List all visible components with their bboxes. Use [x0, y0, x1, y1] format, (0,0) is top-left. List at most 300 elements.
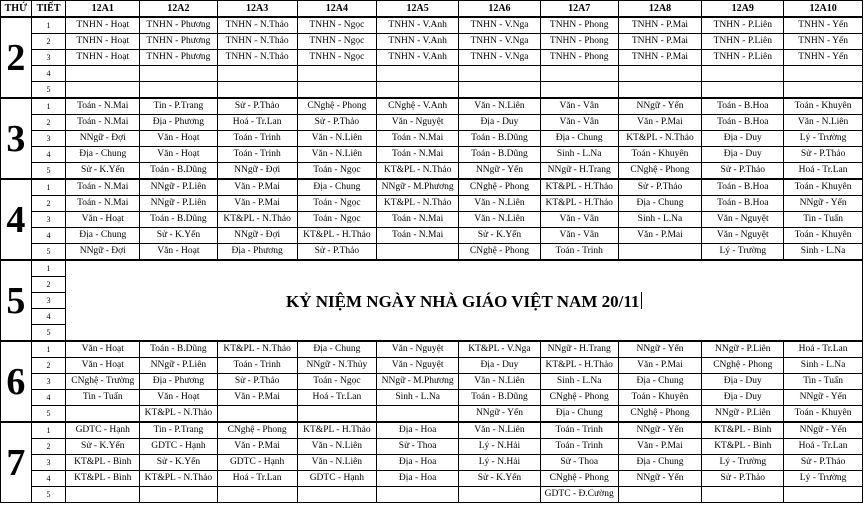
- lesson-cell[interactable]: Sinh - L.Na: [540, 374, 618, 390]
- lesson-cell[interactable]: Hoá - Tr.Lan: [297, 390, 377, 406]
- lesson-cell[interactable]: KT&PL - H.Thảo: [297, 228, 377, 244]
- lesson-cell[interactable]: TNHN - P.Liên: [702, 17, 784, 34]
- lesson-cell[interactable]: Địa - Chung: [297, 341, 377, 358]
- lesson-cell[interactable]: Toán - Khuyên: [784, 228, 863, 244]
- lesson-cell[interactable]: TNHN - Yến: [784, 50, 863, 66]
- lesson-cell[interactable]: KT&PL - N.Thảo: [217, 212, 297, 228]
- period-row: [1, 196, 863, 212]
- lesson-cell[interactable]: Sử - Thoa: [377, 439, 459, 455]
- lesson-cell[interactable]: KT&PL - N.Thảo: [377, 196, 459, 212]
- lesson-cell[interactable]: Sinh - L.Na: [618, 212, 702, 228]
- lesson-cell[interactable]: Văn - Nguyệt: [702, 228, 784, 244]
- lesson-cell[interactable]: Lý - N.Hải: [459, 455, 541, 471]
- lesson-cell[interactable]: TNHN - Hoạt: [66, 50, 140, 66]
- lesson-cell[interactable]: CNghệ - Trường: [66, 374, 140, 390]
- lesson-cell[interactable]: CNghệ - V.Anh: [377, 98, 459, 115]
- lesson-cell[interactable]: Địa - Chung: [540, 131, 618, 147]
- lesson-cell[interactable]: Sử - K.Yến: [140, 455, 218, 471]
- period-row: [1, 260, 863, 277]
- header-row: [1, 1, 863, 18]
- lesson-cell[interactable]: KT&PL - Bình: [702, 422, 784, 439]
- lesson-cell[interactable]: KT&PL - Bình: [702, 439, 784, 455]
- lesson-cell[interactable]: NNgữ - P.Liên: [140, 196, 218, 212]
- lesson-cell[interactable]: Lý - Trường: [784, 471, 863, 487]
- timetable-body: [1, 17, 863, 503]
- period-cell: 1: [31, 422, 66, 439]
- lesson-cell[interactable]: Văn - P.Mai: [217, 196, 297, 212]
- lesson-cell[interactable]: [459, 66, 541, 82]
- lesson-cell[interactable]: Sử - Thoa: [540, 455, 618, 471]
- lesson-cell[interactable]: CNghệ - Phong: [618, 163, 702, 180]
- lesson-cell[interactable]: Sử - P.Thảo: [217, 374, 297, 390]
- period-cell: 5: [31, 325, 66, 342]
- lesson-cell[interactable]: Văn - Hoạt: [66, 212, 140, 228]
- period-cell: 1: [31, 17, 66, 34]
- lesson-cell[interactable]: NNgữ - Yến: [784, 196, 863, 212]
- lesson-cell[interactable]: [66, 406, 140, 423]
- lesson-cell[interactable]: [217, 66, 297, 82]
- lesson-cell[interactable]: KT&PL - Bình: [66, 455, 140, 471]
- lesson-cell[interactable]: Văn - Vân: [540, 98, 618, 115]
- lesson-cell[interactable]: TNHN - V.Nga: [459, 34, 541, 50]
- lesson-cell[interactable]: Địa - Chung: [66, 228, 140, 244]
- period-row: [1, 179, 863, 196]
- lesson-cell[interactable]: TNHN - P.Mai: [618, 50, 702, 66]
- period-row: [1, 131, 863, 147]
- lesson-cell[interactable]: NNgữ - P.Liên: [140, 179, 218, 196]
- lesson-cell[interactable]: Địa - Duy: [459, 358, 541, 374]
- lesson-cell[interactable]: [377, 487, 459, 503]
- lesson-cell[interactable]: KT&PL - N.Thảo: [140, 406, 218, 423]
- lesson-cell[interactable]: NNgữ - Yến: [618, 98, 702, 115]
- lesson-cell[interactable]: Toán - B.Dũng: [459, 147, 541, 163]
- lesson-cell[interactable]: Địa - Duy: [459, 115, 541, 131]
- lesson-cell[interactable]: KT&PL - H.Thảo: [540, 196, 618, 212]
- lesson-cell[interactable]: NNgữ - P.Liên: [140, 358, 218, 374]
- period-row: [1, 115, 863, 131]
- period-cell: 3: [31, 374, 66, 390]
- lesson-cell[interactable]: Văn - Nguyệt: [702, 212, 784, 228]
- lesson-cell[interactable]: Tin - Tuấn: [784, 212, 863, 228]
- holiday-banner[interactable]: [66, 260, 863, 341]
- lesson-cell[interactable]: Toán - Khuyên: [784, 98, 863, 115]
- lesson-cell[interactable]: Lý - Trường: [784, 131, 863, 147]
- lesson-cell[interactable]: NNgữ - Yến: [784, 422, 863, 439]
- lesson-cell[interactable]: NNgữ - N.Thủy: [297, 358, 377, 374]
- lesson-cell[interactable]: TNHN - P.Liên: [702, 34, 784, 50]
- lesson-cell[interactable]: Văn - P.Mai: [618, 115, 702, 131]
- lesson-cell[interactable]: Địa - Chung: [66, 147, 140, 163]
- lesson-cell[interactable]: Sử - K.Yến: [459, 228, 541, 244]
- lesson-cell[interactable]: GDTC - Hạnh: [140, 439, 218, 455]
- lesson-cell[interactable]: NNgữ - Yến: [618, 422, 702, 439]
- lesson-cell[interactable]: [217, 82, 297, 99]
- period-row: [1, 439, 863, 455]
- lesson-cell[interactable]: Văn - N.Liên: [297, 131, 377, 147]
- lesson-cell[interactable]: Toán - Ngọc: [297, 163, 377, 180]
- lesson-cell[interactable]: [140, 82, 218, 99]
- lesson-cell[interactable]: Sử - P.Thảo: [297, 244, 377, 261]
- lesson-cell[interactable]: Địa - Chung: [618, 455, 702, 471]
- lesson-cell[interactable]: Sử - P.Thảo: [217, 98, 297, 115]
- lesson-cell[interactable]: Tin - Tuấn: [66, 390, 140, 406]
- lesson-cell[interactable]: Văn - N.Liên: [297, 147, 377, 163]
- lesson-cell[interactable]: Địa - Chung: [297, 179, 377, 196]
- lesson-cell[interactable]: Sinh - L.Na: [784, 358, 863, 374]
- lesson-cell[interactable]: Địa - Phương: [140, 374, 218, 390]
- lesson-cell[interactable]: KT&PL - N.Thảo: [140, 471, 218, 487]
- lesson-cell[interactable]: Văn - P.Mai: [618, 358, 702, 374]
- lesson-cell[interactable]: TNHN - Phương: [140, 17, 218, 34]
- lesson-cell[interactable]: Toán - N.Mai: [66, 115, 140, 131]
- lesson-cell[interactable]: Địa - Duy: [702, 374, 784, 390]
- lesson-cell[interactable]: Hoá - Tr.Lan: [784, 341, 863, 358]
- lesson-cell[interactable]: Văn - P.Mai: [618, 228, 702, 244]
- period-cell: 2: [31, 34, 66, 50]
- lesson-cell[interactable]: Văn - P.Mai: [217, 179, 297, 196]
- lesson-cell[interactable]: Hoá - Tr.Lan: [784, 439, 863, 455]
- lesson-cell[interactable]: Toán - Ngọc: [297, 374, 377, 390]
- lesson-cell[interactable]: Toán - B.Hoa: [702, 115, 784, 131]
- lesson-cell[interactable]: NNgữ - Yến: [618, 471, 702, 487]
- lesson-cell[interactable]: [459, 82, 541, 99]
- period-cell: 1: [31, 341, 66, 358]
- period-cell: 1: [31, 98, 66, 115]
- lesson-cell[interactable]: Văn - Hoạt: [140, 147, 218, 163]
- lesson-cell[interactable]: [540, 66, 618, 82]
- lesson-cell[interactable]: Sử - K.Yến: [140, 228, 218, 244]
- lesson-cell[interactable]: CNghệ - Phong: [217, 422, 297, 439]
- lesson-cell[interactable]: Sử - P.Thảo: [618, 179, 702, 196]
- lesson-cell[interactable]: CNghệ - Phong: [702, 358, 784, 374]
- lesson-cell[interactable]: TNHN - Phương: [140, 50, 218, 66]
- lesson-cell[interactable]: TNHN - Yến: [784, 17, 863, 34]
- lesson-cell[interactable]: TNHN - Yến: [784, 34, 863, 50]
- lesson-cell[interactable]: Toán - B.Dũng: [459, 131, 541, 147]
- lesson-cell[interactable]: [66, 82, 140, 99]
- period-cell: 4: [31, 309, 66, 325]
- lesson-cell[interactable]: NNgữ - Đợi: [217, 228, 297, 244]
- lesson-cell[interactable]: TNHN - Hoạt: [66, 34, 140, 50]
- lesson-cell[interactable]: [702, 487, 784, 503]
- lesson-cell[interactable]: Lý - N.Hải: [459, 439, 541, 455]
- period-cell: 2: [31, 115, 66, 131]
- lesson-cell[interactable]: Toán - N.Mai: [377, 131, 459, 147]
- lesson-cell[interactable]: Địa - Hoa: [377, 422, 459, 439]
- lesson-cell[interactable]: Văn - N.Liên: [459, 212, 541, 228]
- lesson-cell[interactable]: TNHN - P.Liên: [702, 50, 784, 66]
- period-row: [1, 50, 863, 66]
- lesson-cell[interactable]: [217, 406, 297, 423]
- lesson-cell[interactable]: CNghệ - Phong: [297, 98, 377, 115]
- lesson-cell[interactable]: [217, 487, 297, 503]
- lesson-cell[interactable]: Toán - Trinh: [540, 439, 618, 455]
- lesson-cell[interactable]: Sử - P.Thảo: [784, 455, 863, 471]
- lesson-cell[interactable]: NNgữ - H.Trang: [540, 163, 618, 180]
- period-cell: 3: [31, 50, 66, 66]
- lesson-cell[interactable]: Toán - B.Hoa: [702, 98, 784, 115]
- lesson-cell[interactable]: NNgữ - Đợi: [66, 244, 140, 261]
- period-cell: 5: [31, 406, 66, 423]
- day-cell: 6: [1, 341, 32, 422]
- lesson-cell[interactable]: GDTC - Đ.Cường: [540, 487, 618, 503]
- class-header: 12A9: [702, 1, 784, 18]
- lesson-cell[interactable]: Toán - Ngọc: [297, 196, 377, 212]
- lesson-cell[interactable]: Toán - B.Dũng: [140, 212, 218, 228]
- lesson-cell[interactable]: Địa - Duy: [702, 390, 784, 406]
- class-header: 12A1: [66, 1, 140, 18]
- lesson-cell[interactable]: Văn - P.Mai: [217, 439, 297, 455]
- lesson-cell[interactable]: TNHN - Phong: [540, 50, 618, 66]
- lesson-cell[interactable]: NNgữ - Yến: [459, 163, 541, 180]
- lesson-cell[interactable]: TNHN - N.Thảo: [217, 34, 297, 50]
- lesson-cell[interactable]: Sinh - L.Na: [784, 244, 863, 261]
- lesson-cell[interactable]: NNgữ - P.Liên: [702, 406, 784, 423]
- lesson-cell[interactable]: Tin - P.Trang: [140, 98, 218, 115]
- lesson-cell[interactable]: NNgữ - P.Liên: [702, 341, 784, 358]
- period-row: [1, 374, 863, 390]
- lesson-cell[interactable]: Địa - Hoa: [377, 455, 459, 471]
- lesson-cell[interactable]: Toán - Khuyên: [618, 147, 702, 163]
- lesson-cell[interactable]: Sử - P.Thảo: [702, 471, 784, 487]
- lesson-cell[interactable]: [702, 82, 784, 99]
- lesson-cell[interactable]: Toán - N.Mai: [66, 179, 140, 196]
- lesson-cell[interactable]: Sinh - L.Na: [377, 390, 459, 406]
- class-header: 12A4: [297, 1, 377, 18]
- lesson-cell[interactable]: Văn - Nguyệt: [377, 341, 459, 358]
- lesson-cell[interactable]: GDTC - Hạnh: [217, 455, 297, 471]
- lesson-cell[interactable]: Hoá - Tr.Lan: [217, 115, 297, 131]
- lesson-cell[interactable]: Văn - N.Liên: [459, 422, 541, 439]
- period-cell: 3: [31, 455, 66, 471]
- period-cell: 5: [31, 82, 66, 99]
- period-cell: 3: [31, 212, 66, 228]
- lesson-cell[interactable]: TNHN - Phong: [540, 34, 618, 50]
- lesson-cell[interactable]: Văn - N.Liên: [459, 98, 541, 115]
- lesson-cell[interactable]: TNHN - Hoạt: [66, 17, 140, 34]
- lesson-cell[interactable]: Lý - Trường: [702, 244, 784, 261]
- period-cell: 4: [31, 228, 66, 244]
- lesson-cell[interactable]: NNgữ - Đợi: [66, 131, 140, 147]
- period-cell: 5: [31, 163, 66, 180]
- lesson-cell[interactable]: [618, 66, 702, 82]
- lesson-cell[interactable]: TNHN - V.Anh: [377, 50, 459, 66]
- lesson-cell[interactable]: Sử - P.Thảo: [784, 147, 863, 163]
- lesson-cell[interactable]: CNghệ - Phong: [540, 390, 618, 406]
- lesson-cell[interactable]: [540, 82, 618, 99]
- lesson-cell[interactable]: [140, 66, 218, 82]
- lesson-cell[interactable]: Toán - Trinh: [217, 147, 297, 163]
- period-cell: 4: [31, 66, 66, 82]
- lesson-cell[interactable]: [66, 487, 140, 503]
- lesson-cell[interactable]: Lý - Trường: [702, 455, 784, 471]
- lesson-cell[interactable]: Địa - Chung: [618, 196, 702, 212]
- lesson-cell[interactable]: Toán - Trinh: [217, 358, 297, 374]
- lesson-cell[interactable]: TNHN - Ngọc: [297, 17, 377, 34]
- period-row: [1, 82, 863, 99]
- lesson-cell[interactable]: [784, 82, 863, 99]
- lesson-cell[interactable]: Toán - B.Dũng: [140, 163, 218, 180]
- lesson-cell[interactable]: [297, 66, 377, 82]
- lesson-cell[interactable]: TNHN - Phong: [540, 17, 618, 34]
- day-cell: 3: [1, 98, 32, 179]
- period-cell: 5: [31, 487, 66, 503]
- lesson-cell[interactable]: Toán - B.Dũng: [140, 341, 218, 358]
- lesson-cell[interactable]: Văn - P.Mai: [618, 439, 702, 455]
- lesson-cell[interactable]: Hoá - Tr.Lan: [784, 163, 863, 180]
- lesson-cell[interactable]: Địa - Chung: [618, 374, 702, 390]
- lesson-cell[interactable]: GDTC - Hạnh: [297, 471, 377, 487]
- lesson-cell[interactable]: Toán - B.Hoa: [702, 196, 784, 212]
- lesson-cell[interactable]: [140, 487, 218, 503]
- lesson-cell[interactable]: Toán - N.Mai: [66, 98, 140, 115]
- lesson-cell[interactable]: Toán - Trinh: [540, 422, 618, 439]
- lesson-cell[interactable]: CNghệ - Phong: [459, 244, 541, 261]
- lesson-cell[interactable]: Văn - N.Liên: [459, 196, 541, 212]
- lesson-cell[interactable]: KT&PL - N.Thảo: [217, 341, 297, 358]
- day-header: THỨ: [1, 1, 32, 18]
- lesson-cell[interactable]: CNghệ - Phong: [618, 406, 702, 423]
- period-row: [1, 228, 863, 244]
- lesson-cell[interactable]: Hoá - Tr.Lan: [217, 471, 297, 487]
- lesson-cell[interactable]: Sử - K.Yến: [66, 163, 140, 180]
- period-cell: 2: [31, 439, 66, 455]
- lesson-cell[interactable]: KT&PL - H.Thảo: [297, 422, 377, 439]
- lesson-cell[interactable]: KT&PL - H.Thảo: [540, 179, 618, 196]
- lesson-cell[interactable]: TNHN - Ngọc: [297, 50, 377, 66]
- lesson-cell[interactable]: Văn - Vân: [540, 115, 618, 131]
- lesson-cell[interactable]: [459, 487, 541, 503]
- lesson-cell[interactable]: TNHN - V.Anh: [377, 34, 459, 50]
- period-cell: 2: [31, 358, 66, 374]
- lesson-cell[interactable]: Địa - Chung: [540, 406, 618, 423]
- lesson-cell[interactable]: [618, 487, 702, 503]
- lesson-cell[interactable]: KT&PL - H.Thảo: [540, 358, 618, 374]
- lesson-cell[interactable]: Địa - Phương: [140, 115, 218, 131]
- lesson-cell[interactable]: Toán - N.Mai: [66, 196, 140, 212]
- lesson-cell[interactable]: KT&PL - Bình: [66, 471, 140, 487]
- lesson-cell[interactable]: [618, 82, 702, 99]
- lesson-cell[interactable]: CNghệ - Phong: [459, 179, 541, 196]
- lesson-cell[interactable]: TNHN - P.Mai: [618, 17, 702, 34]
- lesson-cell[interactable]: Văn - N.Liên: [297, 455, 377, 471]
- lesson-cell[interactable]: [377, 406, 459, 423]
- lesson-cell[interactable]: Văn - Hoạt: [66, 341, 140, 358]
- lesson-cell[interactable]: KT&PL - N.Thảo: [618, 131, 702, 147]
- lesson-cell[interactable]: Văn - N.Liên: [459, 374, 541, 390]
- lesson-cell[interactable]: NNgữ - H.Trang: [540, 341, 618, 358]
- lesson-cell[interactable]: Tin - P.Trang: [140, 422, 218, 439]
- lesson-cell[interactable]: NNgữ - Yến: [459, 406, 541, 423]
- lesson-cell[interactable]: [702, 66, 784, 82]
- lesson-cell[interactable]: KT&PL - N.Thảo: [377, 163, 459, 180]
- lesson-cell[interactable]: Văn - Hoạt: [140, 390, 218, 406]
- lesson-cell[interactable]: Văn - N.Liên: [784, 115, 863, 131]
- lesson-cell[interactable]: Sử - K.Yến: [459, 471, 541, 487]
- lesson-cell[interactable]: KT&PL - V.Nga: [459, 341, 541, 358]
- lesson-cell[interactable]: [297, 82, 377, 99]
- period-cell: 4: [31, 390, 66, 406]
- period-row: [1, 17, 863, 34]
- lesson-cell[interactable]: Toán - Ngọc: [297, 212, 377, 228]
- lesson-cell[interactable]: TNHN - N.Thảo: [217, 17, 297, 34]
- lesson-cell[interactable]: [377, 244, 459, 261]
- lesson-cell[interactable]: Toán - B.Dũng: [459, 390, 541, 406]
- lesson-cell[interactable]: Văn - N.Liên: [297, 439, 377, 455]
- lesson-cell[interactable]: NNgữ - M.Phương: [377, 179, 459, 196]
- period-row: [1, 471, 863, 487]
- lesson-cell[interactable]: Văn - P.Mai: [217, 390, 297, 406]
- lesson-cell[interactable]: TNHN - P.Mai: [618, 34, 702, 50]
- lesson-cell[interactable]: Văn - Nguyệt: [377, 358, 459, 374]
- lesson-cell[interactable]: TNHN - V.Nga: [459, 50, 541, 66]
- lesson-cell[interactable]: [66, 66, 140, 82]
- lesson-cell[interactable]: Văn - Hoạt: [66, 358, 140, 374]
- lesson-cell[interactable]: Địa - Hoa: [377, 471, 459, 487]
- lesson-cell[interactable]: Toán - B.Hoa: [702, 179, 784, 196]
- lesson-cell[interactable]: Văn - Nguyệt: [377, 115, 459, 131]
- lesson-cell[interactable]: TNHN - V.Nga: [459, 17, 541, 34]
- period-cell: 1: [31, 179, 66, 196]
- lesson-cell[interactable]: Địa - Duy: [702, 147, 784, 163]
- lesson-cell[interactable]: Sử - P.Thảo: [702, 163, 784, 180]
- period-row: [1, 422, 863, 439]
- lesson-cell[interactable]: [377, 66, 459, 82]
- lesson-cell[interactable]: [618, 244, 702, 261]
- lesson-cell[interactable]: Văn - Hoạt: [140, 131, 218, 147]
- lesson-cell[interactable]: TNHN - Ngọc: [297, 34, 377, 50]
- lesson-cell[interactable]: Toán - Khuyên: [618, 390, 702, 406]
- lesson-cell[interactable]: Toán - Khuyên: [784, 179, 863, 196]
- lesson-cell[interactable]: Toán - Trinh: [540, 244, 618, 261]
- lesson-cell[interactable]: [377, 82, 459, 99]
- lesson-cell[interactable]: Văn - Vân: [540, 212, 618, 228]
- lesson-cell[interactable]: [297, 406, 377, 423]
- lesson-cell[interactable]: [297, 487, 377, 503]
- lesson-cell[interactable]: Địa - Duy: [702, 131, 784, 147]
- lesson-cell[interactable]: [784, 487, 863, 503]
- lesson-cell[interactable]: TNHN - V.Anh: [377, 17, 459, 34]
- period-row: [1, 358, 863, 374]
- lesson-cell[interactable]: Toán - Khuyên: [784, 406, 863, 423]
- lesson-cell[interactable]: Toán - N.Mai: [377, 212, 459, 228]
- lesson-cell[interactable]: GDTC - Hạnh: [66, 422, 140, 439]
- lesson-cell[interactable]: Văn - Hoạt: [140, 244, 218, 261]
- lesson-cell[interactable]: NNgữ - M.Phương: [377, 374, 459, 390]
- lesson-cell[interactable]: Toán - N.Mai: [377, 228, 459, 244]
- lesson-cell[interactable]: Sử - K.Yến: [66, 439, 140, 455]
- lesson-cell[interactable]: Sử - P.Thảo: [297, 115, 377, 131]
- lesson-cell[interactable]: Tin - Tuấn: [784, 374, 863, 390]
- lesson-cell[interactable]: TNHN - N.Thảo: [217, 50, 297, 66]
- lesson-cell[interactable]: Toán - Trinh: [217, 131, 297, 147]
- lesson-cell[interactable]: NNgữ - Đợi: [217, 163, 297, 180]
- lesson-cell[interactable]: Văn - Vân: [540, 228, 618, 244]
- lesson-cell[interactable]: CNghệ - Phong: [540, 471, 618, 487]
- lesson-cell[interactable]: TNHN - Phương: [140, 34, 218, 50]
- lesson-cell[interactable]: [784, 66, 863, 82]
- banner-text: KỶ NIỆM NGÀY NHÀ GIÁO VIỆT NAM 20/11: [286, 292, 640, 311]
- lesson-cell[interactable]: NNgữ - Yến: [784, 390, 863, 406]
- period-row: [1, 487, 863, 503]
- lesson-cell[interactable]: Toán - N.Mai: [377, 147, 459, 163]
- period-cell: 1: [31, 260, 66, 277]
- day-cell: 5: [1, 260, 32, 341]
- period-row: [1, 163, 863, 180]
- lesson-cell[interactable]: Sinh - L.Na: [540, 147, 618, 163]
- lesson-cell[interactable]: Địa - Phương: [217, 244, 297, 261]
- lesson-cell[interactable]: NNgữ - Yến: [618, 341, 702, 358]
